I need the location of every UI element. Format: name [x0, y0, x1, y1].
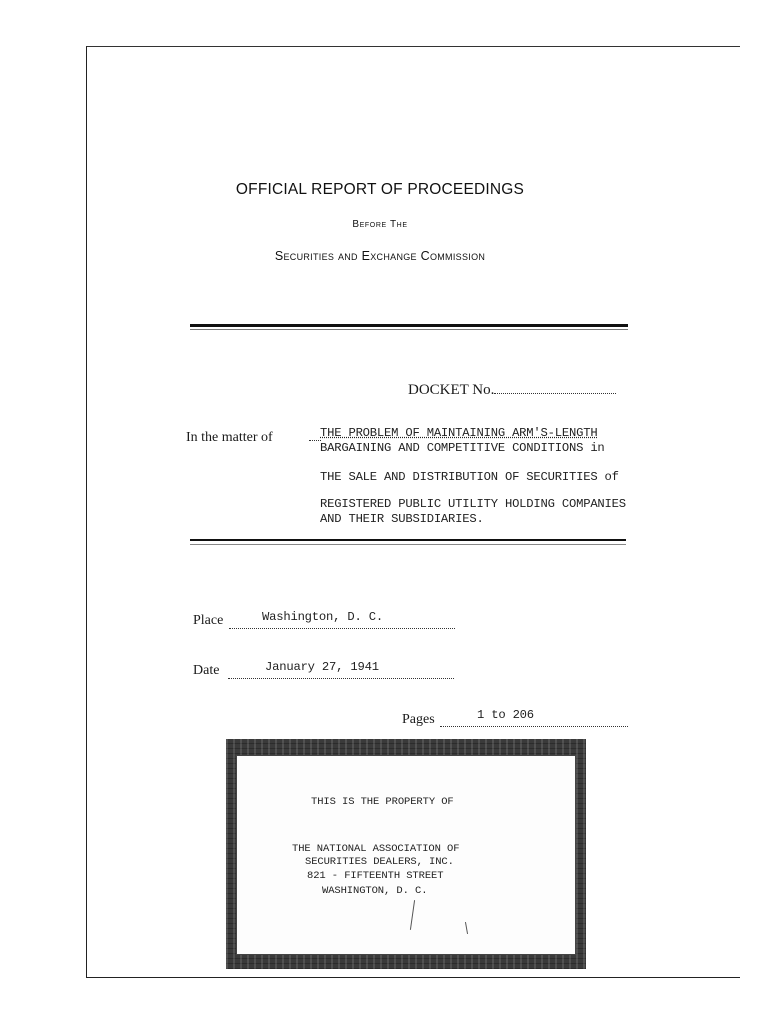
commission-name: Securities and Exchange Commission — [274, 249, 486, 263]
date-line — [228, 678, 454, 679]
matter-line-1: THE PROBLEM OF MAINTAINING ARM'S-LENGTH — [320, 426, 598, 440]
top-divider-thin — [190, 329, 628, 330]
place-line — [229, 628, 455, 629]
pages-label: Pages — [402, 712, 435, 727]
matter-line-3: THE SALE AND DISTRIBUTION OF SECURITIES of — [320, 470, 619, 484]
stamp-line-4: 821 - FIFTEENTH STREET — [307, 870, 444, 882]
matter-label: In the matter of — [186, 430, 273, 445]
property-stamp — [236, 755, 576, 955]
docket-number — [408, 382, 616, 399]
pages-value: 1 to 206 — [477, 708, 534, 722]
place-label: Place — [193, 613, 224, 628]
report-title: OFFICIAL REPORT OF PROCEEDINGS — [235, 181, 525, 198]
pages-line — [440, 726, 628, 727]
bottom-divider — [190, 539, 626, 541]
place-value: Washington, D. C. — [262, 610, 383, 624]
docket-label: DOCKET No. — [408, 382, 495, 398]
matter-line-4: REGISTERED PUBLIC UTILITY HOLDING COMPANIES — [320, 497, 626, 511]
before-the-heading: Before The — [352, 219, 408, 230]
bottom-divider-thin — [190, 544, 626, 545]
stamp-line-1: THIS IS THE PROPERTY OF — [311, 796, 454, 808]
stamp-line-5: WASHINGTON, D. C. — [322, 885, 428, 897]
stamp-line-2: THE NATIONAL ASSOCIATION OF — [292, 843, 460, 855]
top-divider — [190, 324, 628, 327]
stamp-line-3: SECURITIES DEALERS, INC. — [305, 856, 454, 868]
date-label: Date — [193, 663, 220, 678]
matter-line-2: BARGAINING AND COMPETITIVE CONDITIONS in — [320, 441, 605, 455]
matter-line-5: AND THEIR SUBSIDIARIES. — [320, 512, 484, 526]
date-value: January 27, 1941 — [265, 660, 379, 674]
docket-blank — [494, 393, 616, 394]
